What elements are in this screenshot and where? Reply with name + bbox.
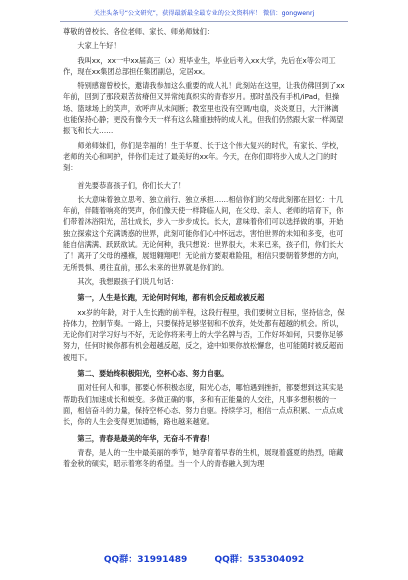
paragraph-growing-up: 长大意味着独立思考、独立前行、独立承担……相信你们的父母此刻都在回忆：十几年前，伴随着响亮的哭声，你们像天使一样降临人间，在父母、亲人、老师的培育下，你们带着沐浴阳光，茁壮成长，步入一步步成长。长大，意味着你们可以选择做的事，开始独立探索这个充满诱惑的世界，此刻可能你们心中怀远志，害怕世界的未知和多变，也可能自信满满、跃跃欲试。无论何种，我只想说：世界很大，未来已来，孩子们，你们长大了！离开了父母的襁褓，展翅翱翔吧！无论前方要艰难险阻，相信只要朝着梦想的方向，无所畏惧、勇往直前，那么未来的世界就是你们的。 [63,194,344,272]
paragraph-section-1: xx岁的年龄，对于人生长跑的前半程，这段行程里，我们要树立目标，坚持信念，保持体力，控制节奏。一路上，只要保持足够坚韧和不放弃，处处都有超越的机会。所以，无论你们对学习好与不好，无论你将来考上的大学名牌与否，工作好坏如何，只要你足够努力，任何时候你都有机会超越反超，反之，途中如果你放松懈怠，也可能随时被反超而被甩下。 [63,307,345,362]
paragraph-section-2: 面对任何人和事，都要心怀积极态度，阳光心态，哪怕遇到挫折，都要想到这其实是帮助我们加速成长和蜕变。多做正确的事，多和有正能量的人交往，凡事多想积极的一面，相信奋斗的力量，保持空杯心态、努力自驱。持续学习，相信一点点积累、一点点成长，你的人生会变得更加通畅，路也越来越宽。 [63,383,344,427]
congrats-line: 首先要恭喜孩子们，你们长大了！ [77,180,186,190]
greeting: 大家上午好！ [77,41,121,51]
paragraph-transition: 其次，我想跟孩子们说几句话： [77,276,179,286]
section-heading-1: 第一，人生是长跑，无论何时何地，都有机会反超或被反超 [77,293,265,303]
page-header: 关注头条号“公文研究”，获得最新最全最专业的公文资料库！ 微信：gongwenrj [93,10,315,17]
footer-qq-group-2: QQ群：535304092 [214,555,305,565]
paragraph-section-3: 青春，是人的一生中最美丽的季节，她孕育着早春的生机，展现着盛夏的热烈，暗藏着金秋的硕实，昭示着寒冬的希望。当一个人的青春融入到为理 [63,447,344,469]
section-heading-2: 第二、要始终积极阳光，空杯心态、努力自驱。 [77,369,229,379]
header-divider [60,21,348,22]
section-heading-3: 第三，青春是最美的年华，无奋斗不青春！ [77,433,214,443]
document-body [63,26,345,469]
paragraph-address: 师弟师妹们，你们是幸福的！生于华夏、长于这个伟大复兴的时代，有家长、学校，老师的关心和呵护，伴你们走过了最美好的xx年。今天，在你们即将步入成人之门的时刻： [63,140,344,173]
paragraph-intro: 我叫xx，xx一中xx届高三（x）班毕业生，毕业后考入xx大学，先后在x等公司工作，现在xx集团总部担任集团副总，定居xx。 [63,55,336,76]
paragraph-thanks: 特别感谢曾校长，邀请我参加这么重要的成人礼！此刻站在这里，让我仿佛回到了xx年前，回到了那段艰苦贫瘠但又异常纯真炽实的青春岁月。那时虽没有手机/iPad，但操场、篮球场上的笑声，欢呼声从未间断；教室里也没有空调/电扇，炎炎夏日，大汗淋漓也能保持心静；更没有像今天一样有这么隆重独特的成人礼，但我们仍然跟大家一样渴望振飞和长大…… [63,81,345,136]
salutation: 尊敬的曾校长、各位老师、家长、师弟师妹们： [63,27,214,36]
footer-qq-group-1: QQ群：31991489 [103,555,188,565]
page-footer [0,552,408,565]
